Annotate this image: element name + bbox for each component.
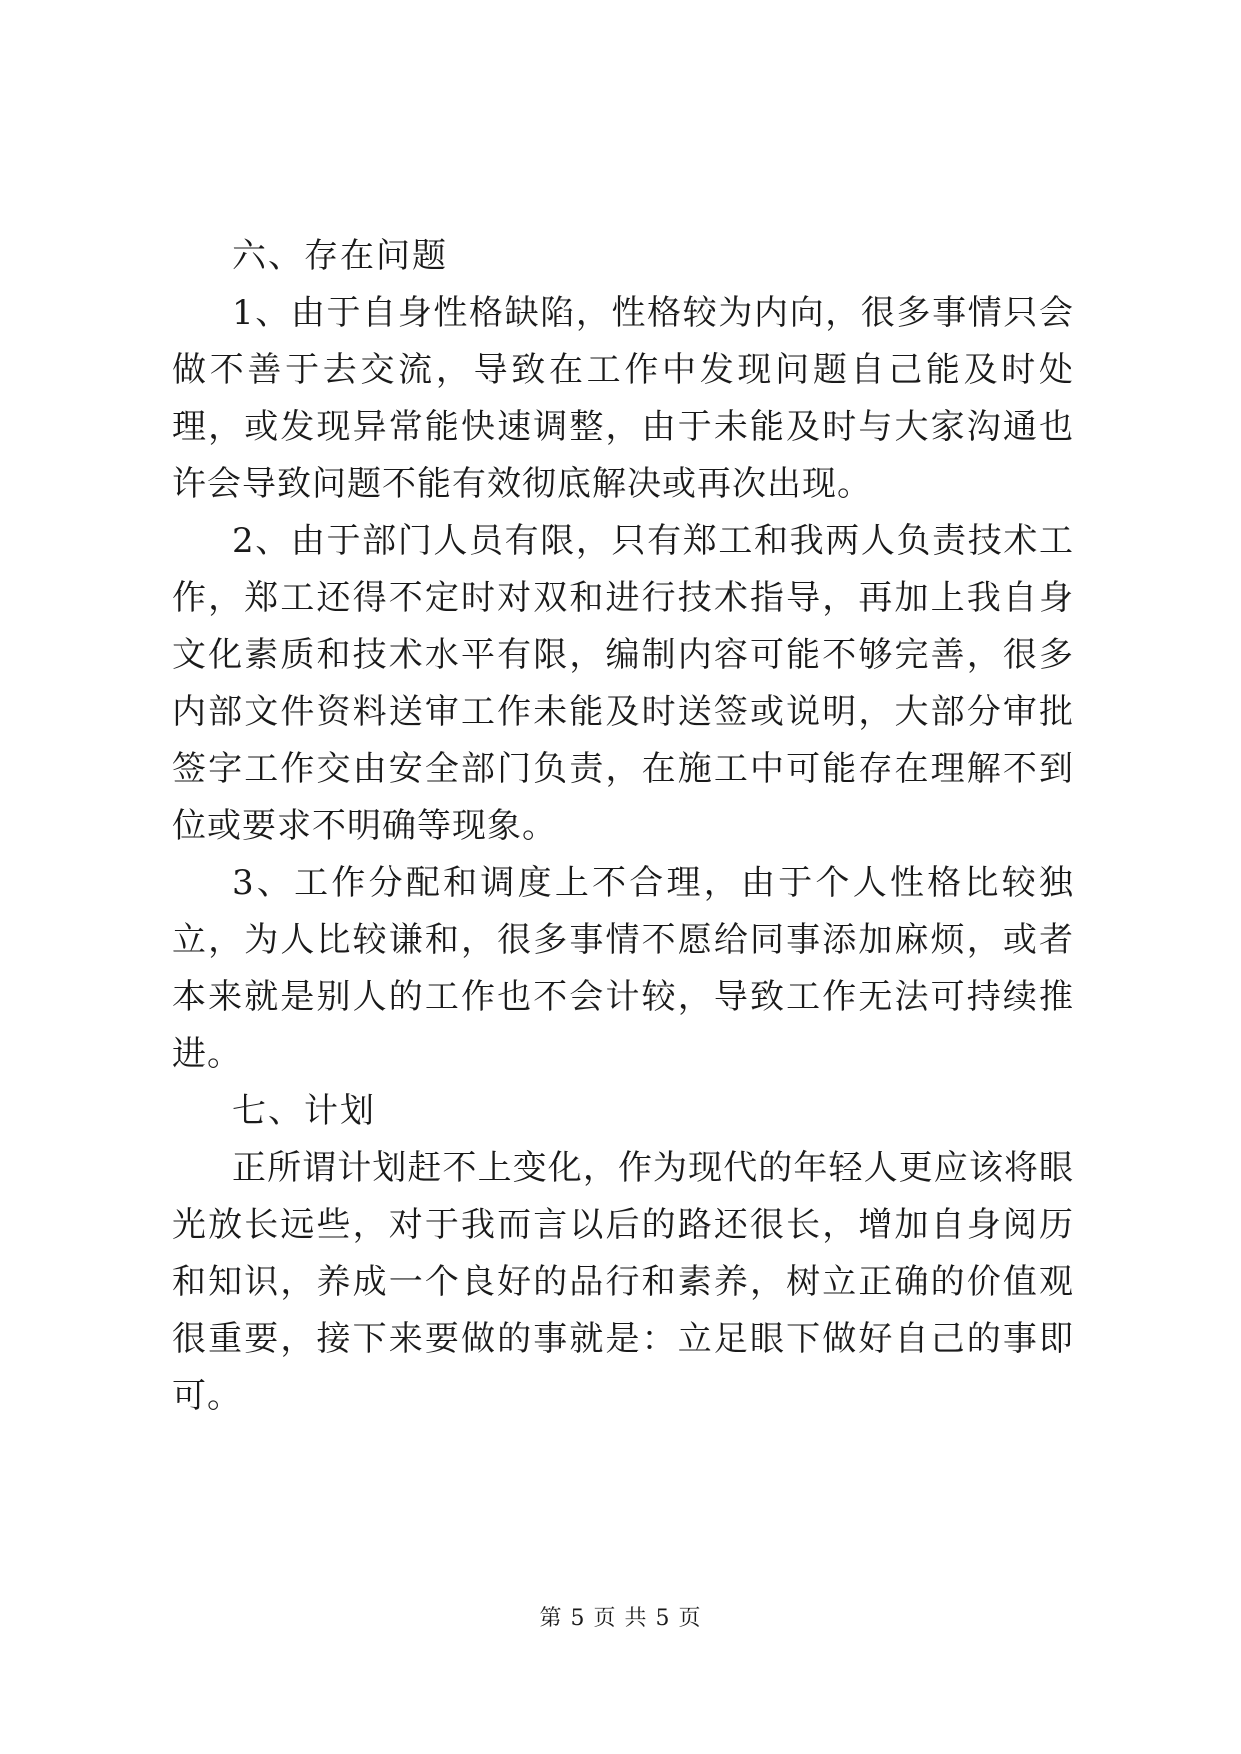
section-heading-plan: 七、计划 <box>232 1091 376 1131</box>
page-footer: 第 5 页 共 5 页 <box>539 1606 702 1631</box>
section-heading-problems: 六、存在问题 <box>232 236 448 276</box>
paragraph-problem-2: 2、由于部门人员有限，只有郑工和我两人负责技术工作，郑工还得不定时对双和进行技术指导，再加上我自身文化素质和技术水平有限，编制内容可能不够完善，很多内部文件资料送审工作未能及时送签或说明，大部分审批签字工作交由安全部门负责，在施工中可能存在理解不到位或要求不明确等现象。 <box>172 521 1074 846</box>
paragraph-problem-1: 1、由于自身性格缺陷，性格较为内向，很多事情只会做不善于去交流，导致在工作中发现问题自己能及时处理，或发现异常能快速调整，由于未能及时与大家沟通也许会导致问题不能有效彻底解决或再次出现。 <box>172 293 1074 504</box>
paragraph-problem-3: 3、工作分配和调度上不合理，由于个人性格比较独立，为人比较谦和，很多事情不愿给同事添加麻烦，或者本来就是别人的工作也不会计较，导致工作无法可持续推进。 <box>172 863 1074 1074</box>
document-body <box>172 228 1074 1425</box>
paragraph-plan: 正所谓计划赶不上变化，作为现代的年轻人更应该将眼光放长远些，对于我而言以后的路还很长，增加自身阅历和知识，养成一个良好的品行和素养，树立正确的价值观很重要，接下来要做的事就是：立足眼下做好自己的事即可。 <box>172 1148 1074 1416</box>
